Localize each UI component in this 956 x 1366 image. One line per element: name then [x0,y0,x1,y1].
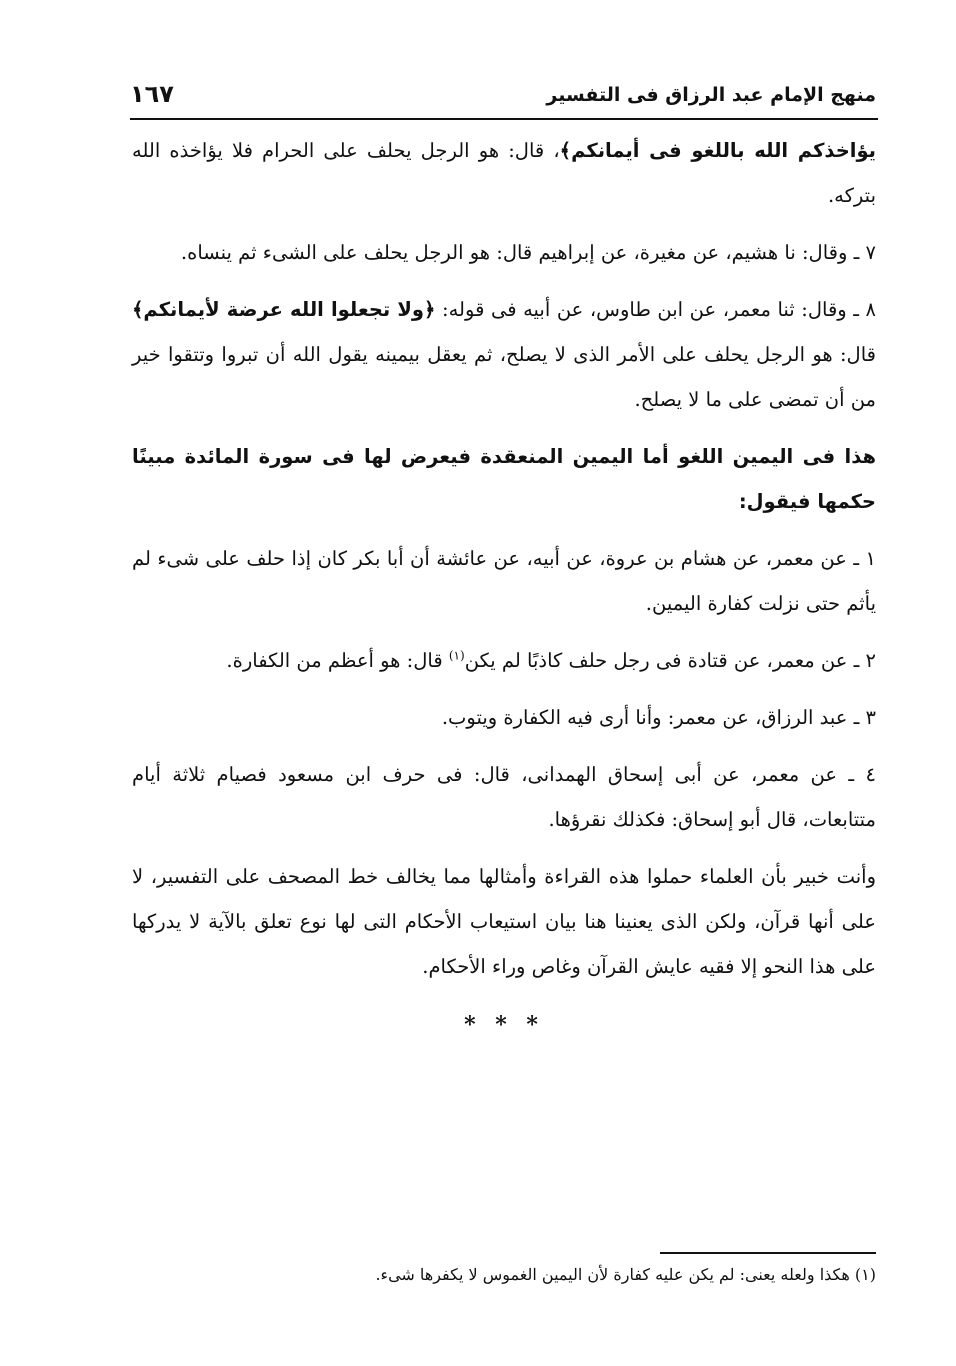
footnote-reference[interactable]: (١) [448,648,465,663]
paragraph-hadith-8 [132,287,876,422]
paragraph-text: قال: هو الرجل يحلف على الأمر الذى لا يصلح، ثم يعقل بيمينه يقول الله أن تبروا وتتقوا خير من أن تمضى على ما لا يصلح. [132,343,876,411]
paragraph-text: هذا فى اليمين اللغو أما اليمين المنعقدة فيعرض لها فى سورة المائدة مبينًا حكمها فيقول: [132,445,876,513]
paragraph-commentary [132,854,876,989]
paragraph-summary [132,434,876,524]
main-text [132,128,876,1048]
paragraph-hadith-2 [132,638,876,683]
paragraph-hadith-7 [132,230,876,275]
paragraph-text: وأنت خبير بأن العلماء حملوا هذه القراءة وأمثالها مما يخالف خط المصحف على التفسير، لا على أنها قرآن، ولكن الذى يعنينا هنا بيان استيعاب الأحكام التى لها نوع تعلق بالآية لا يدركها على هذا النحو إلا فقيه عايش القرآن وغاص وراء الأحكام. [132,865,876,978]
section-separator: * * * [464,1012,544,1038]
quran-quote: يؤاخذكم الله باللغو فى أيمانكم﴾ [559,139,876,162]
paragraph-text: ٢ ـ عن معمر، عن قتادة فى رجل حلف كاذبًا لم يكن [464,649,876,672]
footnote-divider [660,1252,876,1254]
paragraph-text: ١ ـ عن معمر، عن هشام بن عروة، عن أبيه، عن عائشة أن أبا بكر كان إذا حلف على شىء لم يأثم حتى نزلت كفارة اليمين. [132,547,876,615]
paragraph-text: ٧ ـ وقال: نا هشيم، عن مغيرة، عن إبراهيم قال: هو الرجل يحلف على الشىء ثم ينساه. [180,241,876,264]
paragraph-text: ٣ ـ عبد الرزاق، عن معمر: وأنا أرى فيه الكفارة ويتوب. [441,706,876,729]
quran-quote: ﴿ولا تجعلوا الله عرضة لأيمانكم﴾ [132,298,436,321]
paragraph-hadith-4 [132,752,876,842]
header-divider [130,118,878,120]
page-header [130,78,876,118]
footnote: (١) هكذا ولعله يعنى: لم يكن عليه كفارة لأن اليمين الغموس لا يكفرها شىء. [375,1265,876,1284]
paragraph-text: قال: هو أعظم من الكفارة. [226,649,449,672]
paragraph-text: ٨ ـ وقال: ثنا معمر، عن ابن طاوس، عن أبيه فى قوله: [435,298,876,321]
paragraph-hadith-3 [132,695,876,740]
paragraph-continuation [132,128,876,218]
paragraph-text: ، قال: هو الرجل يحلف على الحرام فلا يؤاخذه الله بتركه. [132,139,876,207]
running-title: منهج الإمام عبد الرزاق فى التفسير [546,84,876,106]
paragraph-text: ٤ ـ عن معمر، عن أبى إسحاق الهمدانى، قال: فى حرف ابن مسعود فصيام ثلاثة أيام متتابعات، قال أبو إسحاق: فكذلك نقرؤها. [132,763,876,831]
page-number: ١٦٧ [130,80,174,108]
paragraph-hadith-1 [132,536,876,626]
